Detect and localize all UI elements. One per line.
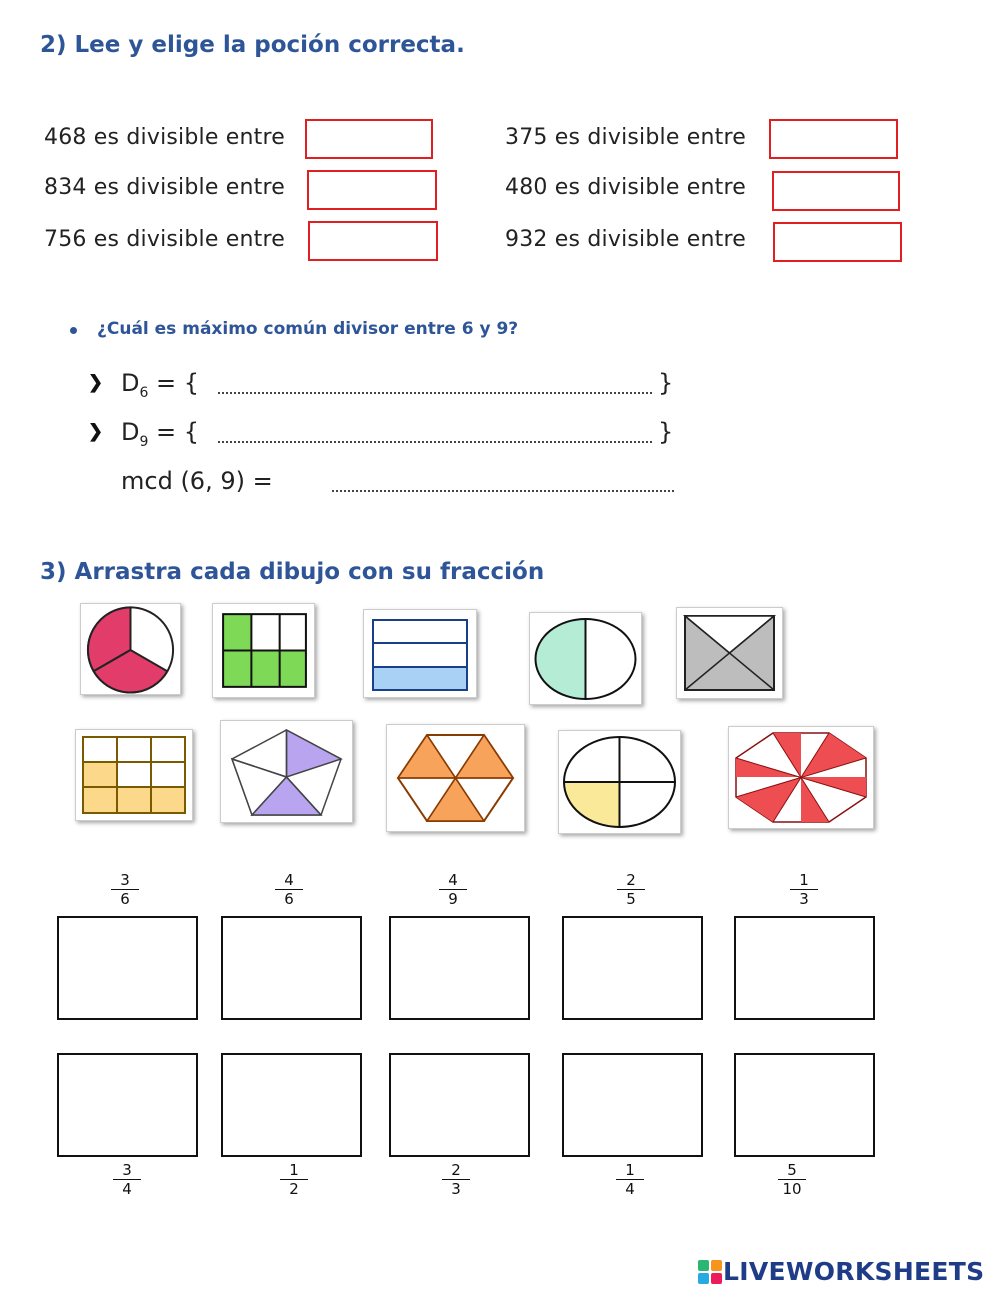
answer-input-756[interactable] (308, 221, 438, 261)
fraction-numerator: 5 (787, 1161, 797, 1179)
d9-letter: D (121, 418, 140, 446)
red-octagon-icon (729, 727, 873, 828)
fraction-denominator: 10 (782, 1180, 802, 1198)
draggable-picture-purple-pentagon[interactable] (220, 720, 353, 823)
half-circle-icon (530, 613, 641, 704)
drop-zone-2-3[interactable] (389, 1053, 530, 1157)
d6-subscript: 6 (139, 384, 149, 401)
fraction-denominator: 4 (122, 1180, 132, 1198)
division-question-text: 932 es divisible entre (505, 227, 746, 252)
d6-close-brace: } (658, 369, 674, 397)
fraction-numerator: 3 (122, 1161, 132, 1179)
drop-zone-4-6[interactable] (221, 916, 362, 1020)
fraction-denominator: 4 (625, 1180, 635, 1198)
drop-zone-2-5[interactable] (562, 916, 703, 1020)
division-question-text: 834 es divisible entre (44, 175, 285, 200)
draggable-picture-half-circle[interactable] (529, 612, 642, 705)
fraction-numerator: 2 (626, 871, 636, 889)
division-question-text: 480 es divisible entre (505, 175, 746, 200)
fraction-label (784, 872, 824, 907)
purple-pentagon-icon (221, 721, 352, 822)
quarter-circle-icon (559, 731, 680, 833)
liveworksheets-icon (697, 1259, 723, 1285)
fraction-denominator: 3 (451, 1180, 461, 1198)
fraction-label (433, 872, 473, 907)
fraction-numerator: 4 (284, 871, 294, 889)
fraction-denominator: 6 (284, 890, 294, 908)
fraction-numerator: 4 (448, 871, 458, 889)
orange-hexagon-icon (387, 725, 524, 831)
drop-zone-1-3[interactable] (734, 916, 875, 1020)
fraction-denominator: 2 (289, 1180, 299, 1198)
drop-zone-4-9[interactable] (389, 916, 530, 1020)
fraction-numerator: 2 (451, 1161, 461, 1179)
answer-input-468[interactable] (305, 119, 433, 159)
draggable-picture-red-octagon[interactable] (728, 726, 874, 829)
d6-set-label (121, 369, 199, 401)
d6-answer-line[interactable] (218, 377, 652, 394)
fraction-denominator: 5 (626, 890, 636, 908)
fraction-numerator: 1 (799, 871, 809, 889)
d9-open-brace: = { (156, 418, 200, 446)
section-2-heading: 2) Lee y elige la poción correcta. (40, 32, 465, 58)
draggable-picture-grey-square[interactable] (676, 607, 783, 699)
blue-stripes-icon (364, 610, 476, 697)
gcd-question: ¿Cuál es máximo común divisor entre 6 y 9? (97, 319, 519, 339)
answer-input-932[interactable] (773, 222, 902, 262)
mcd-label: mcd (6, 9) = (121, 467, 273, 495)
drop-zone-5-10[interactable] (734, 1053, 875, 1157)
draggable-picture-yellow-grid[interactable] (75, 729, 193, 821)
fraction-label (611, 872, 651, 907)
division-question-text: 375 es divisible entre (505, 125, 746, 150)
d9-answer-line[interactable] (218, 426, 652, 443)
answer-input-480[interactable] (772, 171, 900, 211)
mcd-answer-line[interactable] (332, 476, 674, 492)
fraction-label (105, 872, 145, 907)
chevron-right-icon: ❯ (88, 372, 104, 392)
drop-zone-3-4[interactable] (57, 1053, 198, 1157)
fraction-label (436, 1162, 476, 1197)
liveworksheets-wordmark: LIVEWORKSHEETS (723, 1257, 985, 1286)
fraction-label (107, 1162, 147, 1197)
draggable-picture-blue-stripes[interactable] (363, 609, 477, 698)
draggable-picture-green-grid[interactable] (212, 603, 315, 698)
pie-thirds-icon (81, 604, 180, 694)
bullet-dot (70, 327, 77, 334)
answer-input-375[interactable] (769, 119, 898, 159)
division-question-text: 756 es divisible entre (44, 227, 285, 252)
yellow-grid-icon (76, 730, 192, 820)
chevron-right-icon: ❯ (88, 421, 104, 441)
section-3-heading: 3) Arrastra cada dibujo con su fracción (40, 559, 545, 585)
fraction-numerator: 3 (120, 871, 130, 889)
draggable-picture-orange-hexagon[interactable] (386, 724, 525, 832)
drop-zone-3-6[interactable] (57, 916, 198, 1020)
fraction-denominator: 9 (448, 890, 458, 908)
fraction-denominator: 6 (120, 890, 130, 908)
green-grid-icon (213, 604, 314, 697)
fraction-numerator: 1 (625, 1161, 635, 1179)
d6-letter: D (121, 369, 140, 397)
fraction-numerator: 1 (289, 1161, 299, 1179)
grey-square-icon (677, 608, 782, 698)
d9-close-brace: } (658, 418, 674, 446)
fraction-denominator: 3 (799, 890, 809, 908)
division-question-text: 468 es divisible entre (44, 125, 285, 150)
fraction-label (269, 872, 309, 907)
fraction-label (274, 1162, 314, 1197)
d6-open-brace: = { (156, 369, 200, 397)
draggable-picture-pie-thirds[interactable] (80, 603, 181, 695)
fraction-label (772, 1162, 812, 1197)
fraction-label (610, 1162, 650, 1197)
d9-set-label (121, 418, 199, 450)
drop-zone-1-4[interactable] (562, 1053, 703, 1157)
drop-zone-1-2[interactable] (221, 1053, 362, 1157)
draggable-picture-quarter-circle[interactable] (558, 730, 681, 834)
liveworksheets-logo[interactable] (697, 1257, 984, 1286)
d9-subscript: 9 (139, 433, 149, 450)
answer-input-834[interactable] (307, 170, 437, 210)
